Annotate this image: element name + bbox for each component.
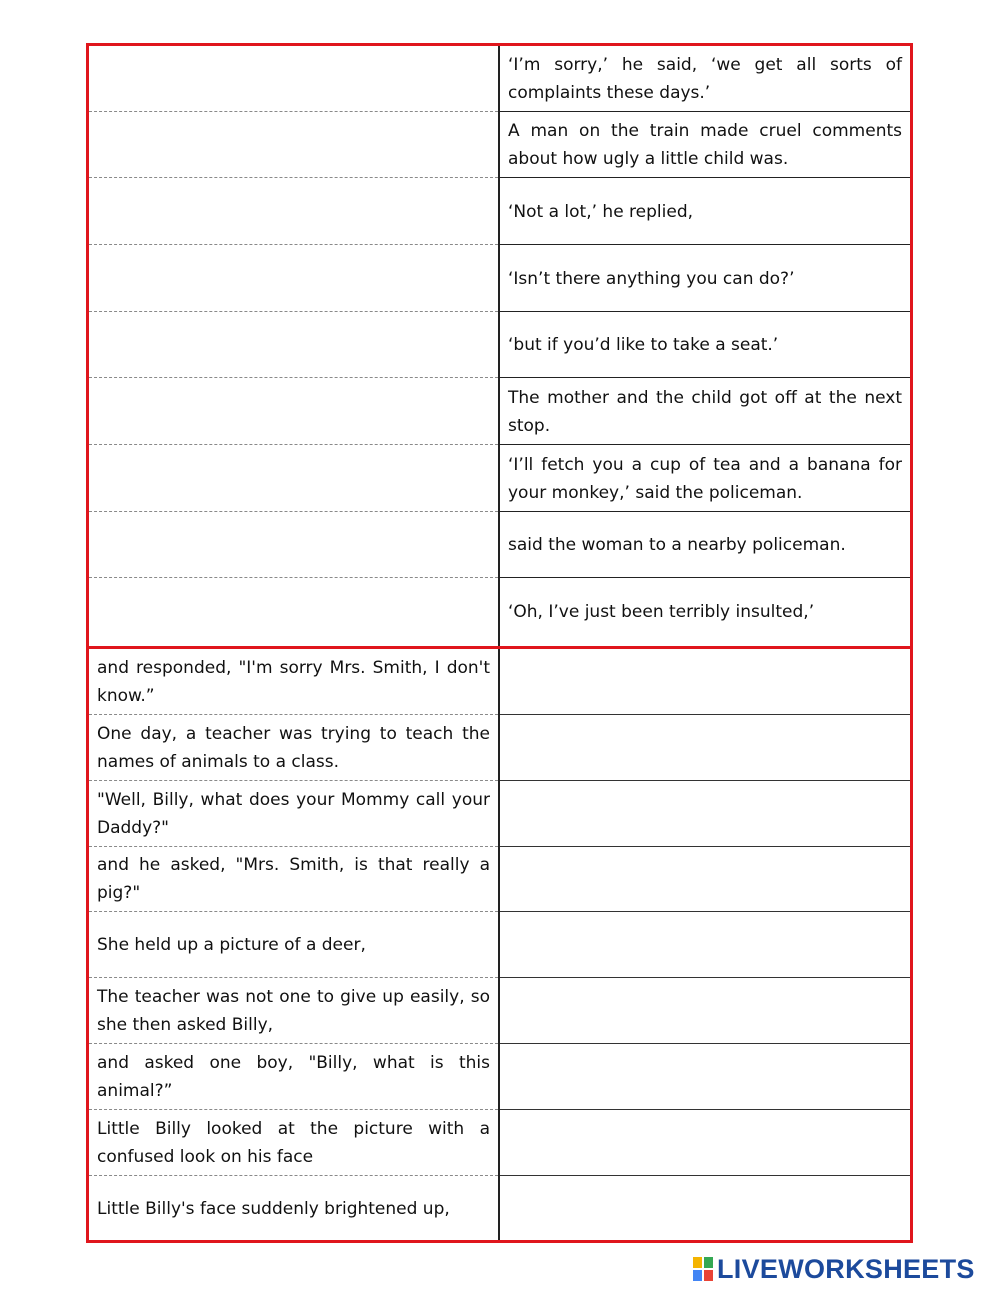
sentence-card[interactable]	[500, 312, 910, 378]
logo-blocks-icon	[693, 1257, 713, 1281]
table-row	[89, 579, 910, 646]
drop-target-cell[interactable]	[500, 781, 910, 847]
drop-target-cell[interactable]	[89, 512, 498, 578]
table-row	[89, 46, 910, 112]
sentence-card[interactable]	[89, 978, 498, 1044]
drop-target-cell[interactable]	[500, 649, 910, 715]
table-row	[89, 512, 910, 578]
liveworksheets-logo[interactable]	[693, 1255, 975, 1283]
sentence-card[interactable]	[89, 846, 498, 912]
sentence-text: said the woman to a nearby policeman.	[508, 534, 846, 555]
sentence-card[interactable]	[500, 512, 910, 578]
table-row	[89, 379, 910, 445]
sentence-card[interactable]	[89, 1044, 498, 1110]
sentence-card[interactable]	[89, 715, 498, 781]
table-row	[89, 846, 910, 912]
sentence-card[interactable]	[500, 246, 910, 312]
drop-target-cell[interactable]	[89, 112, 498, 178]
sentence-text: and responded, "I'm sorry Mrs. Smith, I don't know.”	[97, 657, 490, 706]
drop-target-cell[interactable]	[500, 846, 910, 912]
sentence-text: She held up a picture of a deer,	[97, 934, 366, 955]
table-row	[89, 179, 910, 245]
sentence-text: and asked one boy, "Billy, what is this animal?”	[97, 1052, 490, 1101]
sentence-text: ‘Isn’t there anything you can do?’	[508, 268, 795, 289]
drop-target-cell[interactable]	[89, 379, 498, 445]
top-section	[89, 46, 910, 646]
sentence-text: ‘I’m sorry,’ he said, ‘we get all sorts of complaints these days.’	[508, 54, 902, 103]
drop-target-cell[interactable]	[500, 978, 910, 1044]
bottom-section	[89, 649, 910, 1240]
sentence-card[interactable]	[500, 379, 910, 445]
worksheet-frame	[86, 43, 913, 1243]
drop-target-cell[interactable]	[89, 46, 498, 112]
sentence-text: Little Billy's face suddenly brightened up,	[97, 1199, 450, 1219]
table-row	[89, 781, 910, 847]
sentence-text: ‘I’ll fetch you a cup of tea and a banana for your monkey,’ said the policeman.	[508, 454, 902, 503]
logo-text: LIVEWORKSHEETS	[717, 1253, 975, 1284]
table-row	[89, 446, 910, 512]
table-row	[89, 649, 910, 715]
sentence-card[interactable]	[500, 46, 910, 112]
sentence-text: Little Billy looked at the picture with a confused look on his face	[97, 1118, 490, 1167]
table-row	[89, 246, 910, 312]
drop-target-cell[interactable]	[500, 1176, 910, 1242]
sentence-text: One day, a teacher was trying to teach the names of animals to a class.	[97, 723, 490, 772]
table-row	[89, 312, 910, 378]
table-row	[89, 112, 910, 178]
drop-target-cell[interactable]	[500, 1044, 910, 1110]
table-row	[89, 912, 910, 978]
sentence-card[interactable]	[89, 1176, 498, 1242]
sentence-card[interactable]	[500, 112, 910, 178]
table-row	[89, 1044, 910, 1110]
sentence-card[interactable]	[500, 579, 910, 645]
table-row	[89, 1110, 910, 1176]
sentence-text: ‘Not a lot,’ he replied,	[508, 201, 694, 222]
drop-target-cell[interactable]	[500, 715, 910, 781]
sentence-text: The teacher was not one to give up easily, so she then asked Billy,	[97, 986, 490, 1035]
sentence-card[interactable]	[89, 1110, 498, 1176]
sentence-card[interactable]	[500, 446, 910, 512]
drop-target-cell[interactable]	[89, 579, 498, 645]
sentence-text: and he asked, "Mrs. Smith, is that really a pig?"	[97, 854, 490, 903]
sentence-card[interactable]	[500, 179, 910, 245]
sentence-card[interactable]	[89, 912, 498, 978]
sentence-text: ‘Oh, I’ve just been terribly insulted,’	[508, 602, 815, 622]
table-row	[89, 715, 910, 781]
sentence-card[interactable]	[89, 781, 498, 847]
drop-target-cell[interactable]	[89, 446, 498, 512]
drop-target-cell[interactable]	[89, 246, 498, 312]
sentence-text: The mother and the child got off at the next stop.	[508, 387, 902, 436]
sentence-text: "Well, Billy, what does your Mommy call your Daddy?"	[97, 789, 490, 838]
sentence-card[interactable]	[89, 649, 498, 715]
drop-target-cell[interactable]	[500, 912, 910, 978]
table-row	[89, 1176, 910, 1240]
table-row	[89, 978, 910, 1044]
sentence-text: ‘but if you’d like to take a seat.’	[508, 334, 779, 355]
drop-target-cell[interactable]	[89, 312, 498, 378]
drop-target-cell[interactable]	[89, 179, 498, 245]
sentence-text: A man on the train made cruel comments about how ugly a little child was.	[508, 120, 902, 169]
drop-target-cell[interactable]	[500, 1110, 910, 1176]
